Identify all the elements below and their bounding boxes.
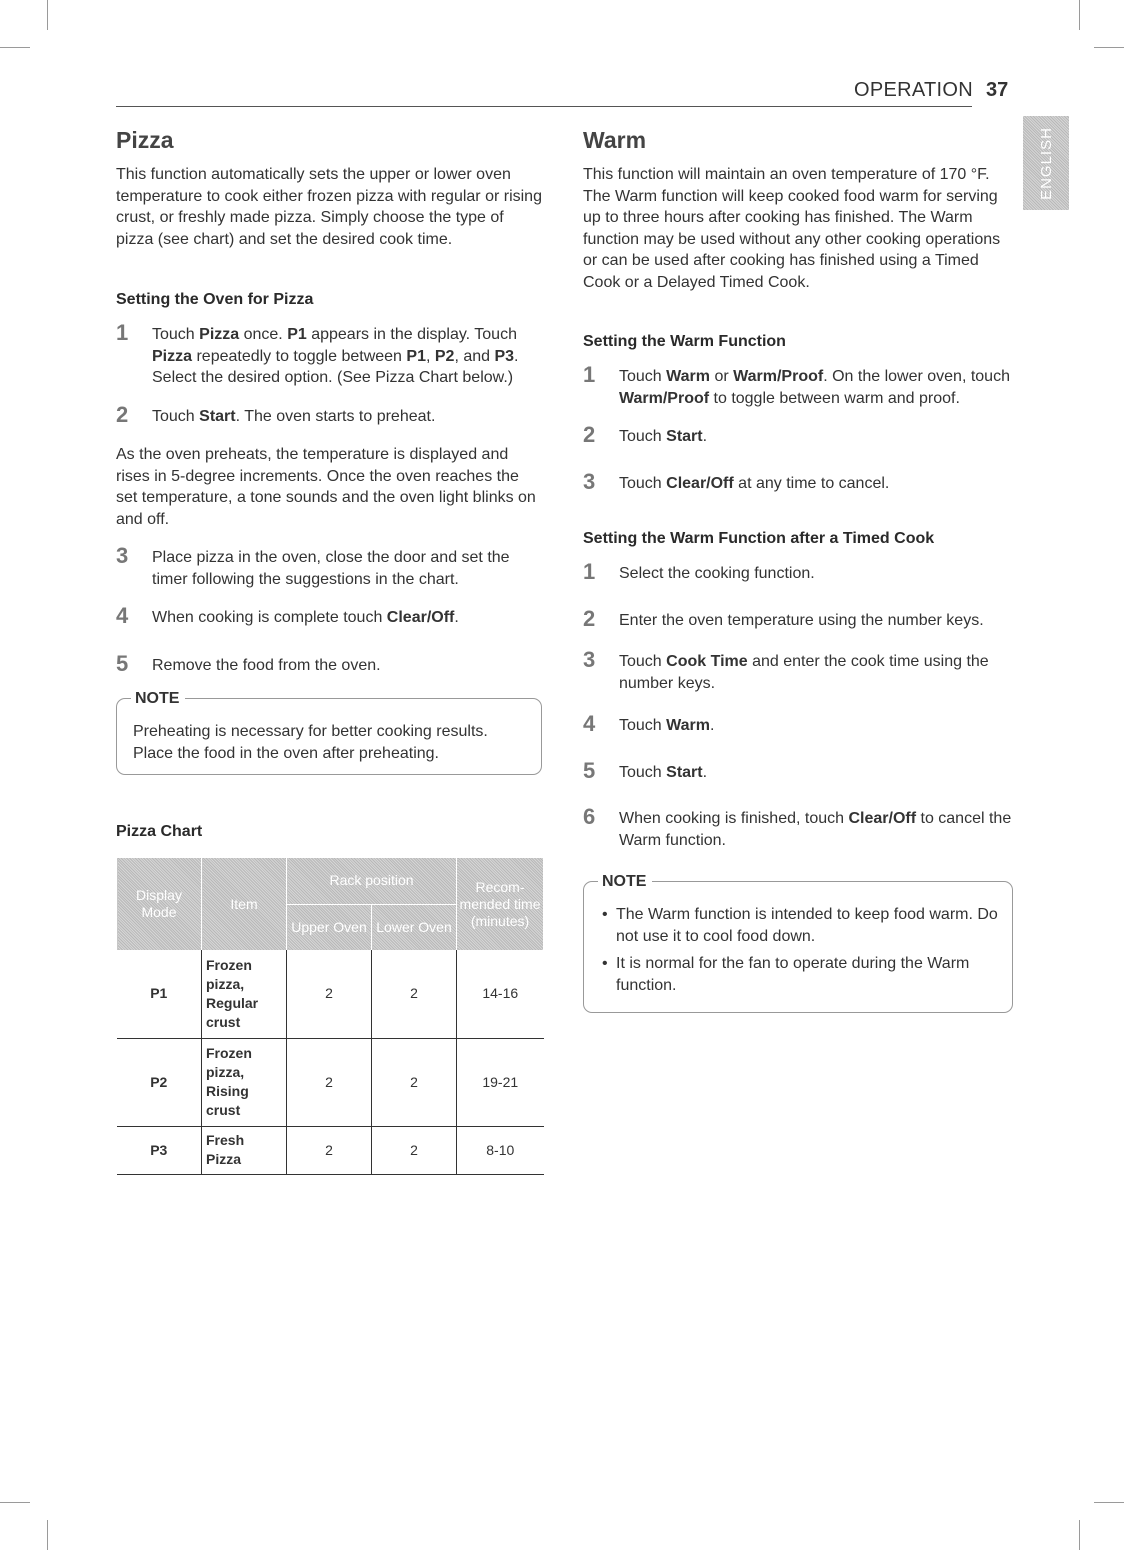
crop-mark [1079, 1520, 1080, 1550]
step-keyword: Warm/Proof [619, 389, 710, 407]
step-keyword: Start [666, 428, 703, 445]
pizza-setting-heading: Setting the Oven for Pizza [116, 291, 314, 308]
step-text: Touch [619, 474, 667, 492]
step-keyword: Clear/Off [386, 609, 455, 626]
crop-mark [47, 1520, 48, 1550]
pizza-title: Pizza [116, 127, 174, 153]
warm-after-step-6 [583, 804, 1015, 851]
step-text: Touch [619, 717, 667, 734]
step-keyword: P1 [287, 326, 307, 343]
step-text: and enter the cook time using the number keys. [619, 653, 989, 692]
step-number: 1 [583, 559, 596, 584]
crop-mark [1094, 47, 1124, 48]
step-keyword: Warm/Proof [733, 368, 824, 385]
step-text: . [702, 428, 708, 445]
step-text: . The oven starts to preheat. [235, 407, 436, 425]
step-keyword: P1 [406, 347, 426, 365]
table-row [117, 950, 544, 1038]
cell-upper: 2 [287, 1126, 372, 1174]
step-number: 5 [583, 757, 596, 783]
step-text: , [425, 347, 435, 365]
pizza-note [116, 690, 542, 775]
pizza-steps [116, 320, 542, 427]
cell-mode: P1 [117, 950, 202, 1038]
warm-step-2 [583, 422, 1015, 448]
warm-intro: This function will maintain an oven temperature of 170 °F. The Warm function will keep cooked food warm for serving up to three hours after cooking has finished. The Warm function may be used without any other cooking operations or can be used after cooking has finished using a Timed Cook or a Delayed Timed Cook. [583, 166, 1001, 291]
crop-mark [0, 47, 30, 48]
warm-title: Warm [583, 127, 647, 153]
step-number: 3 [116, 543, 129, 568]
step-text: Touch [619, 763, 667, 781]
step-keyword: Warm [666, 717, 710, 734]
step-text: to toggle between warm and proof. [709, 389, 960, 407]
warm-step-1 [583, 362, 1015, 409]
step-text: once. [239, 326, 288, 343]
note-label: NOTE [131, 688, 185, 710]
pizza-chart-table [116, 858, 544, 1175]
pizza-step-2 [116, 401, 542, 428]
cell-time: 8-10 [457, 1126, 544, 1174]
step-keyword: Start [199, 407, 236, 425]
header-display-mode: Display Mode [117, 858, 202, 950]
section-title: OPERATION [854, 79, 974, 101]
header-time: Recom-mended time (minutes) [457, 858, 544, 950]
step-text: . [710, 717, 715, 734]
step-text: appears in the display. Touch [306, 326, 517, 343]
step-keyword: P2 [434, 347, 455, 365]
cell-time: 14-16 [457, 950, 544, 1038]
step-number: 2 [116, 401, 129, 427]
cell-upper: 2 [287, 1038, 372, 1126]
step-keyword: P3 [494, 347, 515, 365]
cell-item: Frozen pizza, Rising crust [202, 1038, 287, 1126]
crop-mark [1094, 1502, 1124, 1503]
step-keyword: Pizza [152, 347, 193, 365]
note-bullet: • It is normal for the fan to operate during the Warm function. [600, 953, 998, 996]
note-label: NOTE [598, 871, 652, 893]
step-text: When cooking is finished, touch [619, 810, 849, 827]
language-tab-label: ENGLISH [1037, 126, 1055, 200]
pizza-steps-continued [116, 543, 542, 676]
crop-mark [1079, 0, 1080, 30]
step-text: . On the lower oven, touch [823, 368, 1010, 385]
step-text: repeatedly to toggle between [192, 347, 407, 365]
warm-after-heading: Setting the Warm Function after a Timed Cook [583, 530, 935, 547]
warm-note [583, 873, 1013, 1013]
step-number: 2 [583, 422, 596, 447]
pizza-preheat-paragraph: As the oven preheats, the temperature is displayed and rises in 5-degree increments. Once the oven reaches the set temperature, a tone sounds and the oven light blinks on and off. [116, 446, 536, 528]
warm-after-step-4 [583, 711, 1015, 737]
note-text: Preheating is necessary for better cooking results. Place the food in the oven after preheating. [133, 723, 488, 762]
step-number: 6 [583, 804, 596, 829]
warm-section [583, 126, 1015, 1013]
step-number: 4 [116, 603, 129, 628]
step-keyword: Warm [666, 368, 710, 385]
step-text: Select the cooking function. [619, 565, 815, 582]
pizza-step-5 [116, 650, 542, 677]
crop-mark [47, 0, 48, 30]
warm-after-step-5 [583, 757, 1015, 784]
warm-after-step-3 [583, 647, 1015, 694]
cell-item: Frozen pizza, Regular crust [202, 950, 287, 1038]
pizza-chart-heading: Pizza Chart [116, 823, 203, 840]
cell-upper: 2 [287, 950, 372, 1038]
step-text: Place pizza in the oven, close the door and set the timer following the suggestions in the chart. [152, 549, 510, 588]
pizza-step-4 [116, 603, 542, 629]
page-number: 37 [986, 79, 1009, 101]
step-number: 1 [583, 362, 596, 387]
table-row [117, 1038, 544, 1126]
warm-step-3 [583, 468, 1015, 495]
step-text: Touch [619, 653, 667, 670]
step-number: 3 [583, 647, 596, 672]
warm-after-steps [583, 559, 1015, 851]
cell-lower: 2 [372, 1126, 457, 1174]
warm-setting-heading: Setting the Warm Function [583, 333, 786, 350]
step-text: Touch [619, 428, 667, 445]
cell-mode: P3 [117, 1126, 202, 1174]
step-keyword: Start [666, 763, 703, 781]
warm-after-step-1 [583, 559, 1015, 585]
language-tab [1023, 116, 1069, 210]
cell-time: 19-21 [457, 1038, 544, 1126]
note-bullet-list [600, 904, 998, 996]
table-row [117, 1126, 544, 1174]
pizza-step-3 [116, 543, 542, 590]
step-text: Touch [152, 407, 200, 425]
pizza-section [116, 126, 542, 1175]
step-text: . Select the desired option. (See Pizza Chart below.) [152, 347, 519, 386]
step-number: 4 [583, 711, 596, 736]
cell-mode: P2 [117, 1038, 202, 1126]
header-item: Item [202, 858, 287, 950]
step-number: 5 [116, 650, 129, 676]
step-keyword: Pizza [199, 326, 240, 343]
cell-lower: 2 [372, 1038, 457, 1126]
step-keyword: Cook Time [666, 653, 748, 670]
step-text: Enter the oven temperature using the number keys. [619, 611, 984, 629]
step-text: or [710, 368, 734, 385]
step-text: . [454, 609, 459, 626]
note-bullet: • The Warm function is intended to keep food warm. Do not use it to cool food down. [600, 904, 998, 947]
header-rule [116, 106, 972, 107]
header-upper-oven: Upper Oven [287, 904, 372, 950]
pizza-intro: This function automatically sets the upper or lower oven temperature to cook either frozen pizza with regular or rising crust, or freshly made pizza. Simply choose the type of pizza (see chart) and set the desired cook time. [116, 166, 542, 248]
cell-lower: 2 [372, 950, 457, 1038]
step-number: 2 [583, 605, 596, 631]
header-rack-position: Rack position [287, 858, 457, 904]
step-text: Remove the food from the oven. [152, 656, 381, 674]
step-number: 3 [583, 468, 596, 494]
cell-item: Fresh Pizza [202, 1126, 287, 1174]
step-keyword: Clear/Off [666, 474, 734, 492]
header-lower-oven: Lower Oven [372, 904, 457, 950]
step-text: at any time to cancel. [733, 474, 890, 492]
step-text: to cancel the Warm function. [619, 810, 1012, 849]
step-number: 1 [116, 320, 129, 345]
step-text: . [702, 763, 708, 781]
warm-steps [583, 362, 1015, 494]
step-text: Touch [619, 368, 667, 385]
step-text: Touch [152, 326, 200, 343]
step-keyword: Clear/Off [848, 810, 917, 827]
pizza-step-1 [116, 320, 542, 389]
step-text: , and [454, 347, 495, 365]
warm-after-step-2 [583, 605, 1015, 632]
step-text: When cooking is complete touch [152, 609, 387, 626]
crop-mark [0, 1502, 30, 1503]
